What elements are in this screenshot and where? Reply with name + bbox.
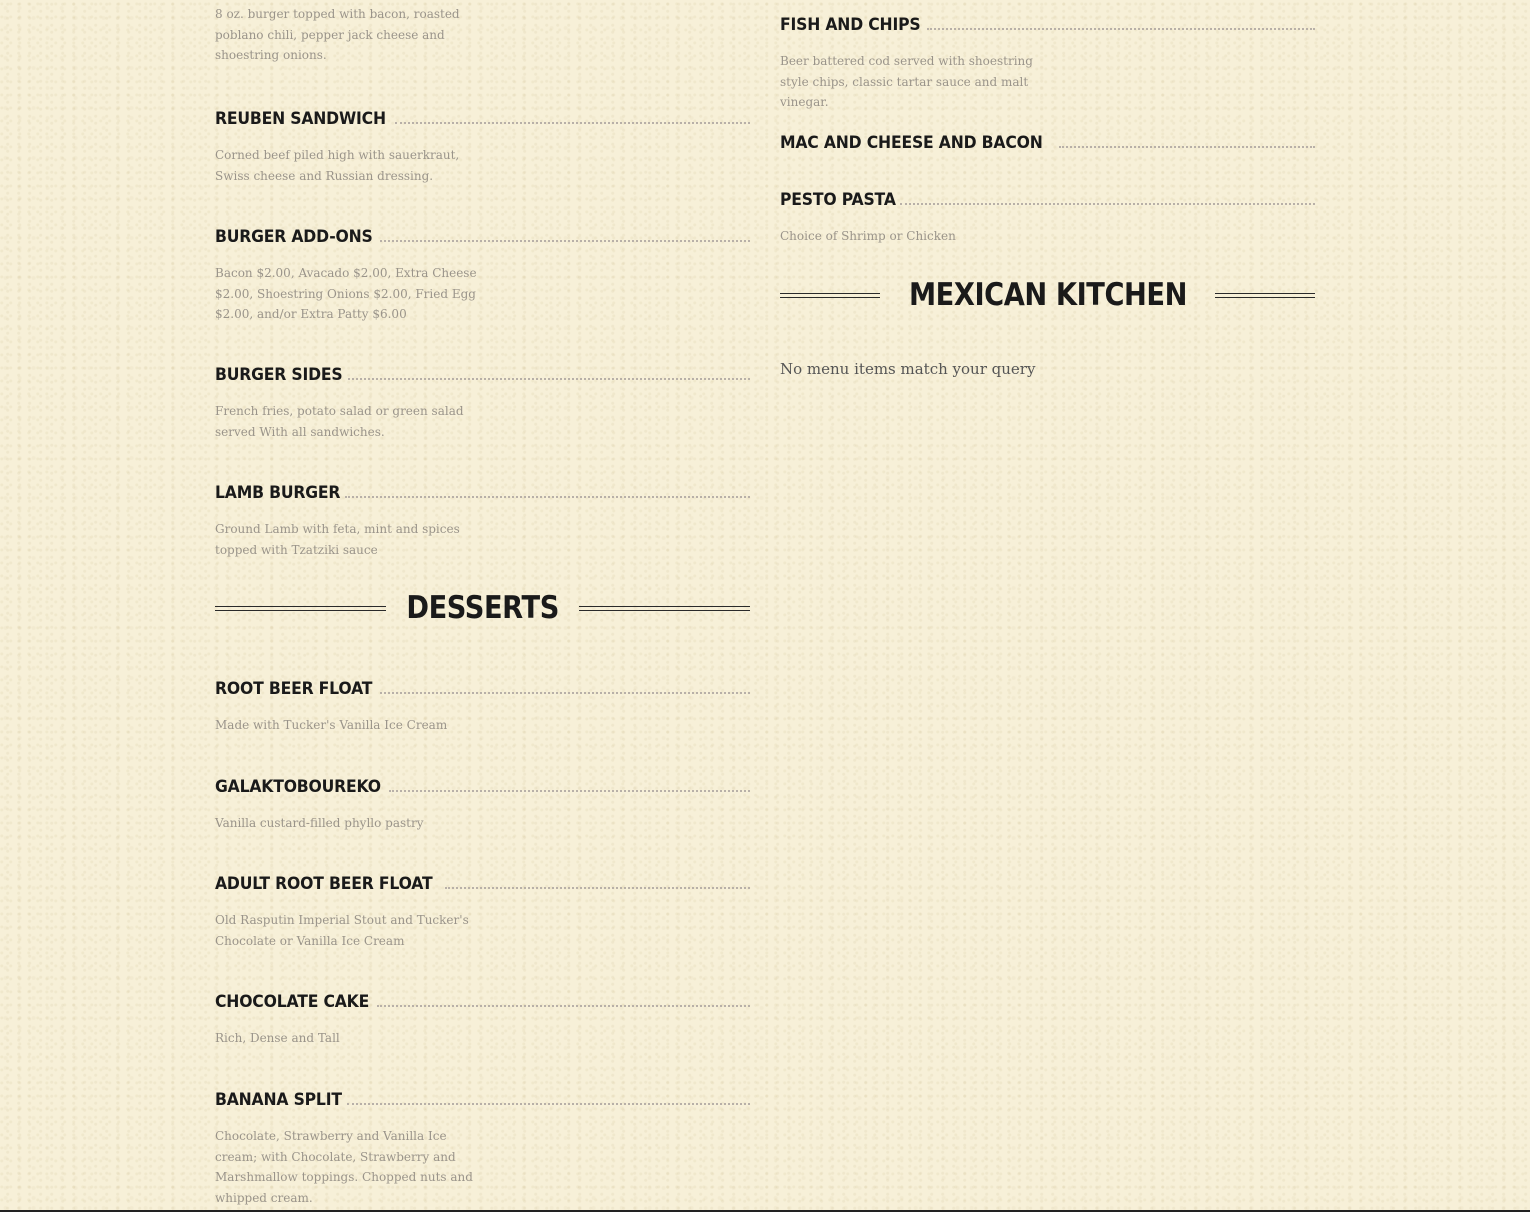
menu-item-burger-add-ons: [215, 221, 750, 325]
menu-item-partial: [215, 4, 750, 66]
menu-item-description: Beer battered cod served with shoestring style chips, classic tartar sauce and malt vinegar.: [780, 54, 1033, 109]
menu-item-name: CHOCOLATE CAKE: [215, 992, 370, 1012]
empty-results-message: No menu items match your query: [780, 360, 1036, 378]
dotted-leader: [347, 1103, 750, 1105]
dotted-leader: [900, 203, 1315, 205]
menu-item-fish-and-chips: [780, 9, 1315, 113]
dotted-leader: [380, 240, 750, 242]
menu-item-description: Choice of Shrimp or Chicken: [780, 229, 956, 243]
menu-item-description: Ground Lamb with feta, mint and spices topped with Tzatziki sauce: [215, 522, 460, 557]
menu-item-lamb-burger: [215, 477, 750, 560]
dotted-leader: [348, 378, 750, 380]
menu-item-name: ADULT ROOT BEER FLOAT: [215, 874, 433, 894]
menu-item-pesto-pasta: [780, 184, 1315, 247]
double-rule: [215, 606, 386, 611]
double-rule: [1215, 293, 1315, 298]
menu-item-mac-and-cheese-and-bacon: [780, 127, 1315, 153]
menu-item-name: ROOT BEER FLOAT: [215, 679, 373, 699]
menu-item-name: BURGER ADD-ONS: [215, 227, 373, 247]
double-rule: [780, 293, 880, 298]
dotted-leader: [445, 887, 750, 889]
section-header-desserts: [215, 588, 750, 628]
menu-item-banana-split: [215, 1084, 750, 1208]
menu-item-description: 8 oz. burger topped with bacon, roasted poblano chili, pepper jack cheese and shoestring onions.: [215, 7, 460, 62]
double-rule: [579, 606, 750, 611]
menu-item-name: FISH AND CHIPS: [780, 15, 921, 35]
menu-item-root-beer-float: [215, 673, 750, 736]
menu-item-galaktoboureko: [215, 771, 750, 834]
dotted-leader: [380, 692, 750, 694]
menu-item-name: BURGER SIDES: [215, 365, 343, 385]
section-title: DESSERTS: [406, 590, 559, 626]
menu-item-adult-root-beer-float: [215, 868, 750, 951]
dotted-leader: [395, 122, 750, 124]
dotted-leader: [389, 790, 750, 792]
menu-item-description: Corned beef piled high with sauerkraut, Swiss cheese and Russian dressing.: [215, 148, 460, 183]
menu-item-name: BANANA SPLIT: [215, 1090, 342, 1110]
menu-item-reuben-sandwich: [215, 103, 750, 186]
dotted-leader: [1059, 146, 1315, 148]
menu-item-description: Vanilla custard-filled phyllo pastry: [215, 816, 424, 830]
menu-item-name: PESTO PASTA: [780, 190, 896, 210]
menu-item-description: Made with Tucker's Vanilla Ice Cream: [215, 718, 448, 732]
menu-item-description: Chocolate, Strawberry and Vanilla Ice cream; with Chocolate, Strawberry and Marshmallow toppings. Chopped nuts and whipped cream.: [215, 1129, 473, 1205]
menu-item-description: Bacon $2.00, Avacado $2.00, Extra Cheese $2.00, Shoestring Onions $2.00, Fried Egg $2.00, and/or Extra Patty $6.00: [215, 266, 477, 321]
section-header-mexican-kitchen: [780, 275, 1315, 315]
menu-item-chocolate-cake: [215, 986, 750, 1049]
dotted-leader: [927, 28, 1315, 30]
dotted-leader: [345, 496, 750, 498]
menu-item-description: French fries, potato salad or green salad served With all sandwiches.: [215, 404, 464, 439]
menu-item-description: Old Rasputin Imperial Stout and Tucker's Chocolate or Vanilla Ice Cream: [215, 913, 469, 948]
menu-item-description: Rich, Dense and Tall: [215, 1031, 340, 1045]
section-title: MEXICAN KITCHEN: [908, 277, 1187, 313]
menu-item-name: MAC AND CHEESE AND BACON: [780, 133, 1043, 153]
menu-item-name: REUBEN SANDWICH: [215, 109, 386, 129]
menu-item-name: GALAKTOBOUREKO: [215, 777, 381, 797]
menu-item-name: LAMB BURGER: [215, 483, 341, 503]
dotted-leader: [377, 1005, 751, 1007]
menu-item-burger-sides: [215, 359, 750, 442]
